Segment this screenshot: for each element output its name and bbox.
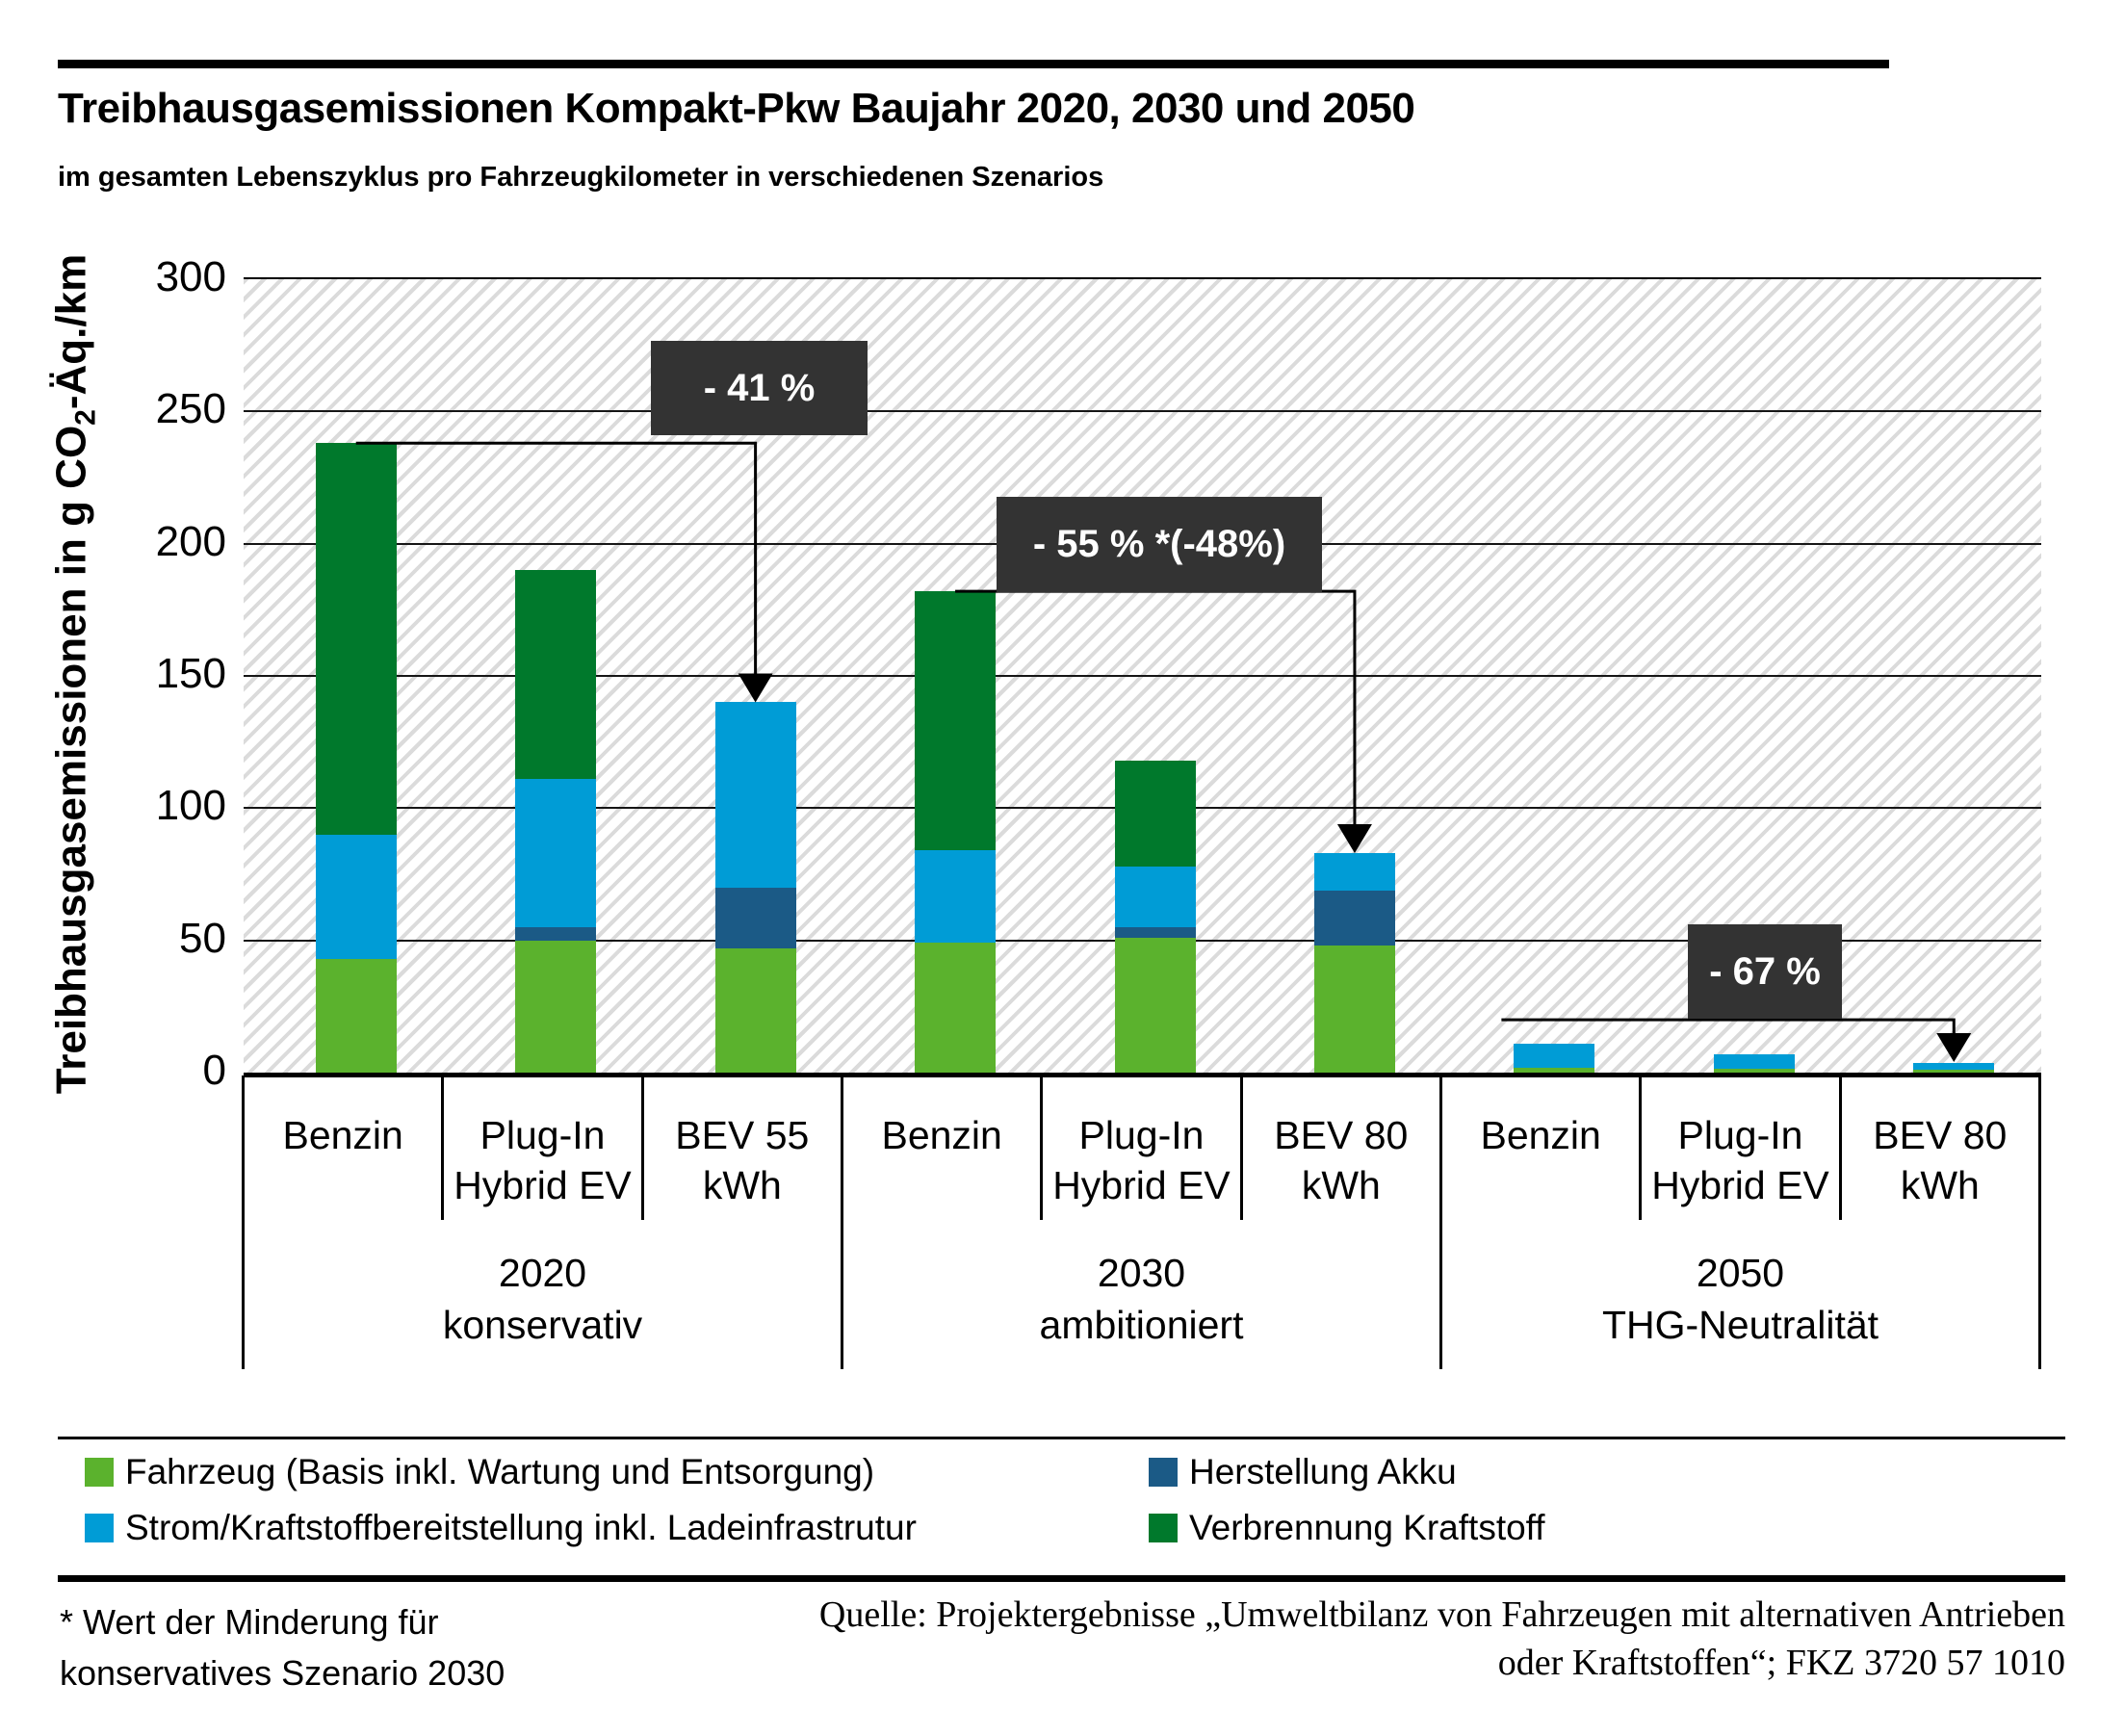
scenario-label	[245, 1220, 841, 1369]
reduction-label: - 67 %	[1688, 924, 1842, 1019]
y-axis-label-unit: -Äq./km	[47, 253, 95, 410]
chart-subtitle: im gesamten Lebenszyklus pro Fahrzeugkilometer in verschiedenen Szenarios	[58, 162, 1104, 193]
legend-label: Strom/Kraftstoffbereitstellung inkl. Ladeinfrastrutur	[125, 1508, 917, 1547]
y-tick-label: 0	[202, 1047, 226, 1094]
powertrain-label-line: kWh	[1900, 1163, 1980, 1207]
powertrain-label-line: Plug-In	[1677, 1113, 1803, 1157]
y-tick-label: 100	[155, 782, 226, 830]
powertrain-label	[1639, 1075, 1838, 1220]
footnote-line: konservatives Szenario 2030	[60, 1653, 505, 1693]
reduction-label: - 55 % *(-48%)	[997, 497, 1322, 592]
legend-label: Herstellung Akku	[1189, 1452, 1457, 1491]
powertrain-label-line: kWh	[702, 1163, 782, 1207]
scenario-label-line: ambitioniert	[1039, 1303, 1244, 1347]
powertrain-label-line: kWh	[1301, 1163, 1381, 1207]
scenario-group-2030	[841, 1075, 1439, 1369]
y-axis-label	[48, 254, 103, 1094]
legend-label: Verbrennung Kraftstoff	[1189, 1508, 1545, 1547]
powertrain-label-line: BEV 80	[1274, 1113, 1409, 1157]
scenario-label-line: 2020	[498, 1251, 587, 1295]
legend-item-strom	[85, 1500, 917, 1556]
reduction-label: - 41 %	[651, 341, 868, 435]
bracket-line	[955, 591, 1355, 830]
powertrain-label-row	[1442, 1075, 2038, 1220]
scenario-label	[843, 1220, 1439, 1369]
legend-item-verbrennung	[1149, 1500, 1545, 1556]
legend-item-akku	[1149, 1444, 1545, 1500]
source-line: Quelle: Projektergebnisse „Umweltbilanz von Fahrzeugen mit alternativen Antrieben	[818, 1594, 2065, 1635]
scenario-label-line: 2030	[1097, 1251, 1186, 1295]
powertrain-label	[1040, 1075, 1239, 1220]
y-tick-label: 200	[155, 517, 226, 565]
arrow-down-icon	[739, 673, 773, 702]
powertrain-label-line: Plug-In	[479, 1113, 606, 1157]
scenario-label-line: THG-Neutralität	[1601, 1303, 1879, 1347]
chart-title: Treibhausgasemissionen Kompakt-Pkw Baujahr 2020, 2030 und 2050	[58, 85, 1415, 132]
bracket-line	[1501, 1020, 1954, 1039]
legend-swatch-icon	[85, 1514, 114, 1542]
bracket-line	[356, 443, 756, 679]
legend-divider	[58, 1437, 2065, 1439]
powertrain-label	[641, 1075, 841, 1220]
header-rule	[58, 60, 1889, 68]
powertrain-label-line: Hybrid EV	[454, 1163, 632, 1207]
powertrain-label-line: Hybrid EV	[1651, 1163, 1829, 1207]
powertrain-label	[1839, 1075, 2038, 1220]
powertrain-label-line: BEV 55	[675, 1113, 810, 1157]
powertrain-label-line: Plug-In	[1078, 1113, 1205, 1157]
legend-swatch-icon	[1149, 1458, 1178, 1487]
source-note	[819, 1591, 2065, 1687]
powertrain-label-line: Benzin	[1480, 1113, 1601, 1157]
y-axis-label-text: Treibhausgasemissionen in g CO	[47, 425, 95, 1095]
scenario-group-2020	[242, 1075, 841, 1369]
scenario-label-line: konservativ	[442, 1303, 643, 1347]
y-tick-label: 300	[155, 253, 226, 300]
powertrain-label	[245, 1075, 441, 1220]
legend-item-fahrzeug	[85, 1444, 917, 1500]
powertrain-label	[1442, 1075, 1639, 1220]
powertrain-label	[843, 1075, 1040, 1220]
legend-column	[85, 1444, 917, 1556]
source-line: oder Kraftstoffen“; FKZ 3720 57 1010	[1497, 1643, 2065, 1683]
legend-label: Fahrzeug (Basis inkl. Wartung und Entsorgung)	[125, 1452, 875, 1491]
powertrain-label-line: Benzin	[881, 1113, 1002, 1157]
scenario-label-line: 2050	[1696, 1251, 1785, 1295]
legend-swatch-icon	[85, 1458, 114, 1487]
arrow-down-icon	[1337, 824, 1372, 853]
powertrain-label-line: Benzin	[282, 1113, 403, 1157]
powertrain-label	[441, 1075, 640, 1220]
x-axis-category-table	[242, 1075, 2041, 1369]
powertrain-label-line: Hybrid EV	[1052, 1163, 1231, 1207]
footnote-line: * Wert der Minderung für	[60, 1602, 439, 1642]
footnote	[60, 1596, 505, 1698]
powertrain-label-line: BEV 80	[1873, 1113, 2008, 1157]
footer-divider	[58, 1575, 2065, 1582]
powertrain-label	[1240, 1075, 1439, 1220]
arrow-down-icon	[1936, 1033, 1971, 1062]
scenario-label	[1442, 1220, 2038, 1369]
y-tick-label: 250	[155, 385, 226, 433]
legend-swatch-icon	[1149, 1514, 1178, 1542]
legend-column	[1149, 1444, 1545, 1556]
powertrain-label-row	[245, 1075, 841, 1220]
scenario-group-2050	[1439, 1075, 2041, 1369]
y-tick-label: 50	[179, 914, 226, 962]
powertrain-label-row	[843, 1075, 1439, 1220]
y-tick-label: 150	[155, 650, 226, 697]
y-axis-label-subscript: 2	[69, 409, 102, 426]
plot-area	[244, 277, 2041, 1077]
